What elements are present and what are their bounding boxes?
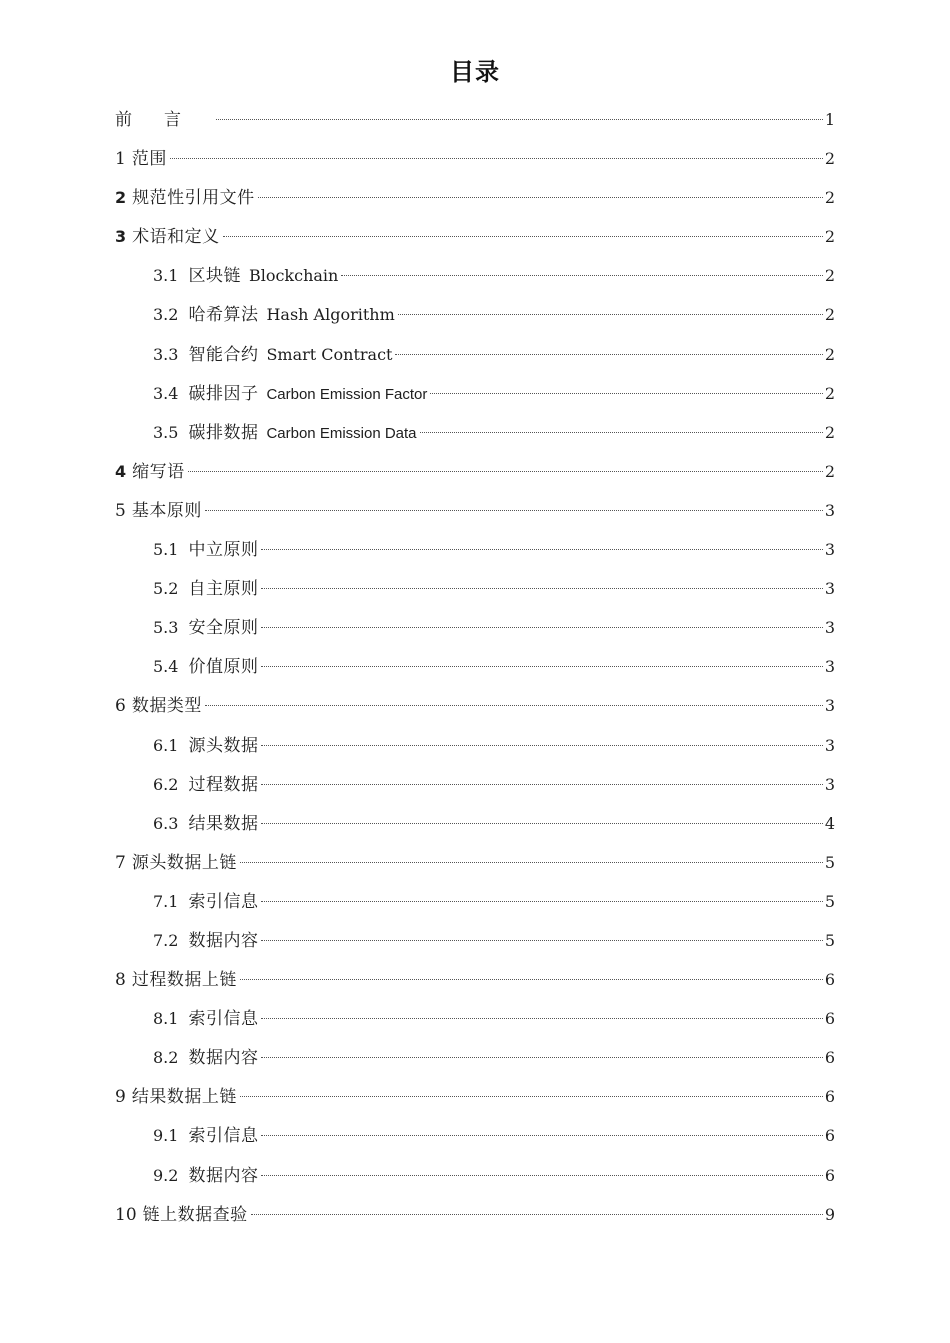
toc-entry[interactable] [115,452,835,491]
toc-entry[interactable] [115,100,835,139]
toc-entry-number: 5.4 [153,657,179,677]
toc-entry-page-number: 6 [824,970,835,990]
toc-entry-label: 过程数据 [188,774,259,795]
toc-entry-page-number: 2 [824,227,835,247]
toc-entry-english-term: Blockchain [248,266,339,286]
toc-entry[interactable] [115,491,835,530]
toc-entry[interactable] [115,608,835,647]
dot-leader [261,549,822,550]
toc-entry-number: 5.1 [153,540,179,560]
toc-entry-label: 缩写语 [132,461,185,482]
dot-leader [240,862,823,863]
toc-entry-page-number: 2 [824,149,835,169]
toc-entry-english-term: Carbon Emission Factor [266,385,428,403]
toc-entry-label: 数据内容 [188,1165,259,1186]
toc-entry-english-term: Smart Contract [266,344,393,364]
toc-entry[interactable] [115,921,835,960]
toc-entry-number: 9.1 [153,1126,179,1146]
toc-entry-page-number: 2 [824,305,835,325]
dot-leader [205,510,823,511]
toc-entry-label: 索引信息 [188,1126,259,1147]
toc-entry-number: 3.1 [153,266,179,286]
toc-entry-page-number: 6 [824,1009,835,1029]
toc-entry-number: 6.1 [153,735,179,755]
toc-entry-page-number: 2 [824,461,835,481]
toc-entry-page-number: 6 [824,1165,835,1185]
toc-entry[interactable] [115,569,835,608]
dot-leader [395,354,822,355]
toc-entry-page-number: 6 [824,1087,835,1107]
toc-entry-number: 8.1 [153,1009,179,1029]
toc-entry[interactable] [115,999,835,1038]
dot-leader [341,275,822,276]
dot-leader [261,1018,822,1019]
toc-entry[interactable] [115,686,835,725]
toc-entry-label: 数据类型 [131,696,202,717]
dot-leader [258,197,823,198]
toc-entry-label: 链上数据查验 [142,1204,248,1225]
toc-entry-number: 7.1 [153,891,179,911]
toc-entry-label: 自主原则 [188,579,259,600]
dot-leader [261,627,822,628]
toc-entry-page-number: 2 [824,383,835,403]
toc-entry-label: 数据内容 [188,930,259,951]
toc-entry-number: 3.4 [153,383,179,403]
dot-leader [223,236,823,237]
toc-entry[interactable] [115,335,835,374]
toc-entry[interactable] [115,1116,835,1155]
toc-entry-page-number: 3 [824,774,835,794]
toc-entry-label: 结果数据 [188,813,259,834]
dot-leader [261,1057,822,1058]
toc-entry-label: 前言 [115,110,213,130]
toc-entry-number: 6.3 [153,813,179,833]
dot-leader [240,1096,823,1097]
toc-entry-label: 数据内容 [188,1048,259,1069]
toc-entry-label: 索引信息 [188,1009,259,1030]
toc-entry[interactable] [115,256,835,295]
toc-entry-page-number: 6 [824,1048,835,1068]
toc-entry-label: 过程数据上链 [131,970,237,991]
toc-entry-label: 规范性引用文件 [132,188,255,209]
toc-entry-page-number: 2 [824,422,835,442]
toc-entry-english-term: Hash Algorithm [266,305,395,325]
toc-entry[interactable] [115,960,835,999]
toc-entry-number: 10 [115,1204,137,1225]
toc-entry-number: 5.2 [153,579,179,599]
toc-entry-number: 9.2 [153,1165,179,1185]
dot-leader [188,471,823,472]
toc-entry-page-number: 3 [824,735,835,755]
toc-entry-label: 结果数据上链 [131,1087,237,1108]
dot-leader [420,432,823,433]
toc-entry-page-number: 3 [824,657,835,677]
toc-entry[interactable] [115,295,835,334]
toc-entry-number: 6 [115,696,126,717]
table-of-contents [115,100,835,1234]
toc-entry-number: 6.2 [153,774,179,794]
toc-entry[interactable] [115,1077,835,1116]
toc-entry-label: 源头数据 [188,735,259,756]
dot-leader [261,588,822,589]
toc-entry-label: 术语和定义 [132,227,220,248]
toc-entry[interactable] [115,765,835,804]
toc-entry-number: 3.3 [153,344,179,364]
dot-leader [216,119,823,120]
dot-leader [261,1135,822,1136]
dot-leader [261,745,822,746]
toc-entry[interactable] [115,374,835,413]
dot-leader [398,314,823,315]
toc-entry-number: 4 [115,461,127,481]
toc-title: 目录 [450,58,500,86]
toc-entry[interactable] [115,530,835,569]
dot-leader [261,940,822,941]
toc-entry-number: 3.2 [153,305,179,325]
toc-entry-page-number: 3 [824,579,835,599]
toc-entry-page-number: 2 [824,188,835,208]
toc-entry[interactable] [115,804,835,843]
toc-entry-label: 碳排因子 [188,383,259,404]
dot-leader [261,666,822,667]
toc-entry[interactable] [115,1038,835,1077]
toc-entry[interactable] [115,413,835,452]
toc-entry-label: 智能合约 [188,344,259,365]
toc-entry-page-number: 2 [824,344,835,364]
toc-entry-number: 3 [115,227,127,247]
toc-entry-page-number: 9 [824,1204,835,1224]
toc-entry-label: 索引信息 [188,891,259,912]
toc-entry-label: 范围 [131,149,167,170]
toc-entry-page-number: 4 [824,813,835,833]
dot-leader [261,1175,822,1176]
toc-entry[interactable] [115,726,835,765]
toc-entry-label: 区块链 [188,266,241,287]
toc-entry-label: 碳排数据 [188,422,259,443]
toc-entry[interactable] [115,1156,835,1195]
toc-entry-number: 8 [115,970,126,991]
toc-entry-number: 1 [115,149,126,170]
toc-entry-label: 基本原则 [131,500,202,521]
toc-entry-english-term: Carbon Emission Data [266,424,417,442]
toc-entry-label: 源头数据上链 [131,852,237,873]
toc-entry[interactable] [115,882,835,921]
toc-entry-page-number: 3 [824,618,835,638]
toc-entry-label: 价值原则 [188,657,259,678]
toc-entry[interactable] [115,139,835,178]
toc-entry-page-number: 5 [824,852,835,872]
dot-leader [240,979,823,980]
toc-entry-number: 9 [115,1087,126,1108]
toc-entry-number: 7.2 [153,930,179,950]
toc-entry[interactable] [115,843,835,882]
toc-entry-page-number: 3 [824,500,835,520]
toc-entry-number: 7 [115,852,126,873]
dot-leader [251,1214,823,1215]
dot-leader [205,705,823,706]
dot-leader [170,158,823,159]
toc-entry-number: 5 [115,500,126,521]
toc-entry[interactable] [115,1195,835,1234]
toc-entry[interactable] [115,217,835,256]
toc-entry-number: 2 [115,188,127,208]
toc-entry-label: 安全原则 [188,618,259,639]
toc-entry[interactable] [115,178,835,217]
toc-entry-number: 8.2 [153,1048,179,1068]
dot-leader [261,784,822,785]
toc-entry-label: 哈希算法 [188,305,259,326]
toc-entry-number: 3.5 [153,422,179,442]
toc-entry-page-number: 5 [824,930,835,950]
dot-leader [430,393,822,394]
toc-entry-page-number: 6 [824,1126,835,1146]
toc-entry-label: 中立原则 [188,540,259,561]
dot-leader [261,823,822,824]
toc-entry-page-number: 1 [824,110,835,129]
toc-entry-page-number: 3 [824,540,835,560]
toc-entry-page-number: 5 [824,891,835,911]
toc-entry-page-number: 3 [824,696,835,716]
toc-entry[interactable] [115,647,835,686]
dot-leader [261,901,822,902]
toc-entry-page-number: 2 [824,266,835,286]
toc-entry-number: 5.3 [153,618,179,638]
